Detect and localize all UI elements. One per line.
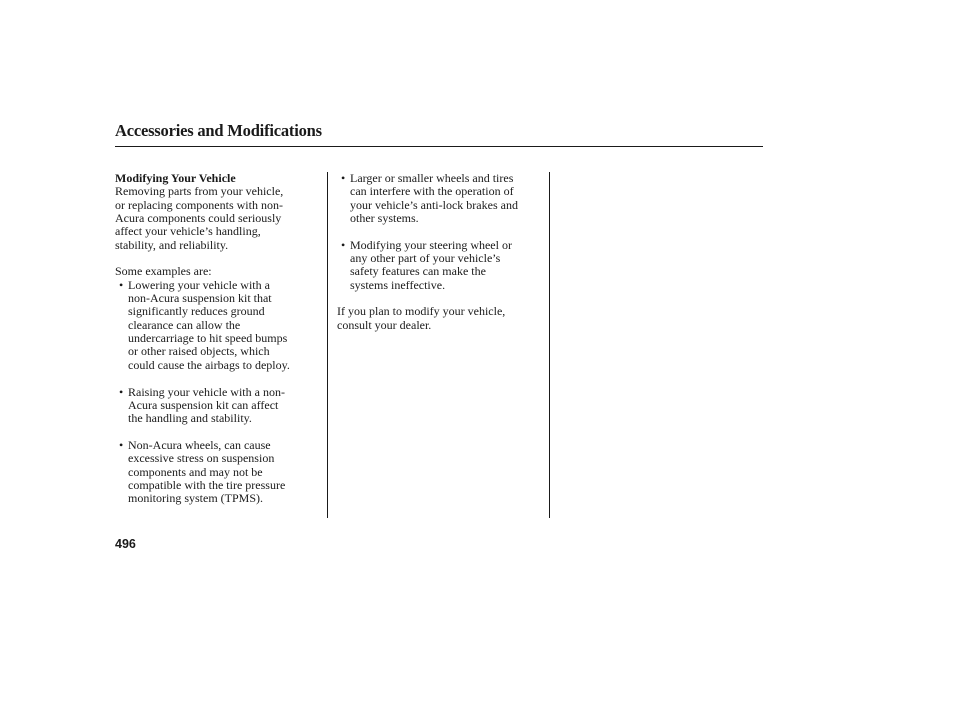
- bullet-icon: •: [119, 277, 124, 292]
- text-line: could cause the airbags to deploy.: [128, 357, 290, 372]
- text-line: Acura suspension kit can affect: [128, 397, 279, 412]
- text-line: any other part of your vehicle’s: [350, 251, 501, 266]
- left-column: [115, 172, 320, 506]
- text-line: or other raised objects, which: [128, 344, 270, 359]
- text-line: clearance can allow the: [128, 317, 241, 332]
- section-heading: Modifying Your Vehicle: [115, 171, 236, 185]
- column-divider-right: [549, 172, 550, 518]
- text-line: Lowering your vehicle with a: [128, 277, 270, 292]
- text-line: stability, and reliability.: [115, 237, 229, 252]
- text-line: Modifying your steering wheel or: [350, 237, 512, 252]
- closing-paragraph: [337, 305, 542, 332]
- section-title: Accessories and Modifications: [115, 121, 322, 140]
- intro-paragraph: [115, 185, 320, 252]
- text-line: can interfere with the operation of: [350, 184, 514, 199]
- title-rule: [115, 146, 763, 147]
- text-line: significantly reduces ground: [128, 304, 265, 319]
- text-line: your vehicle’s anti-lock brakes and: [350, 197, 518, 212]
- text-line: Acura components could seriously: [115, 211, 282, 226]
- bullet-item: [115, 279, 320, 372]
- text-line: Larger or smaller wheels and tires: [350, 171, 514, 185]
- middle-column: [337, 172, 542, 332]
- text-line: safety features can make the: [350, 264, 486, 279]
- text-line: components and may not be: [128, 464, 263, 479]
- text-line: Raising your vehicle with a non-: [128, 384, 285, 399]
- page-number: 496: [115, 537, 136, 551]
- text-line: consult your dealer.: [337, 317, 432, 332]
- text-line: Removing parts from your vehicle,: [115, 184, 284, 199]
- bullet-icon: •: [341, 171, 346, 185]
- text-line: undercarriage to hit speed bumps: [128, 331, 288, 346]
- bullet-item: [337, 239, 542, 292]
- text-line: affect your vehicle’s handling,: [115, 224, 261, 239]
- text-line: If you plan to modify your vehicle,: [337, 304, 506, 319]
- bullet-item: [115, 439, 320, 506]
- text-line: Non-Acura wheels, can cause: [128, 437, 271, 452]
- column-divider-left: [327, 172, 328, 518]
- text-line: compatible with the tire pressure: [128, 477, 286, 492]
- text-line: excessive stress on suspension: [128, 451, 275, 466]
- bullet-icon: •: [119, 437, 124, 452]
- text-line: other systems.: [350, 211, 419, 226]
- text-line: or replacing components with non-: [115, 197, 283, 212]
- bullet-item: [115, 386, 320, 426]
- bullet-icon: •: [119, 384, 124, 399]
- bullet-icon: •: [341, 237, 346, 252]
- text-line: non-Acura suspension kit that: [128, 291, 272, 306]
- text-line: systems ineffective.: [350, 277, 446, 292]
- examples-label: Some examples are:: [115, 264, 212, 279]
- text-line: monitoring system (TPMS).: [128, 491, 264, 506]
- text-line: the handling and stability.: [128, 411, 252, 426]
- bullet-item: [337, 172, 542, 225]
